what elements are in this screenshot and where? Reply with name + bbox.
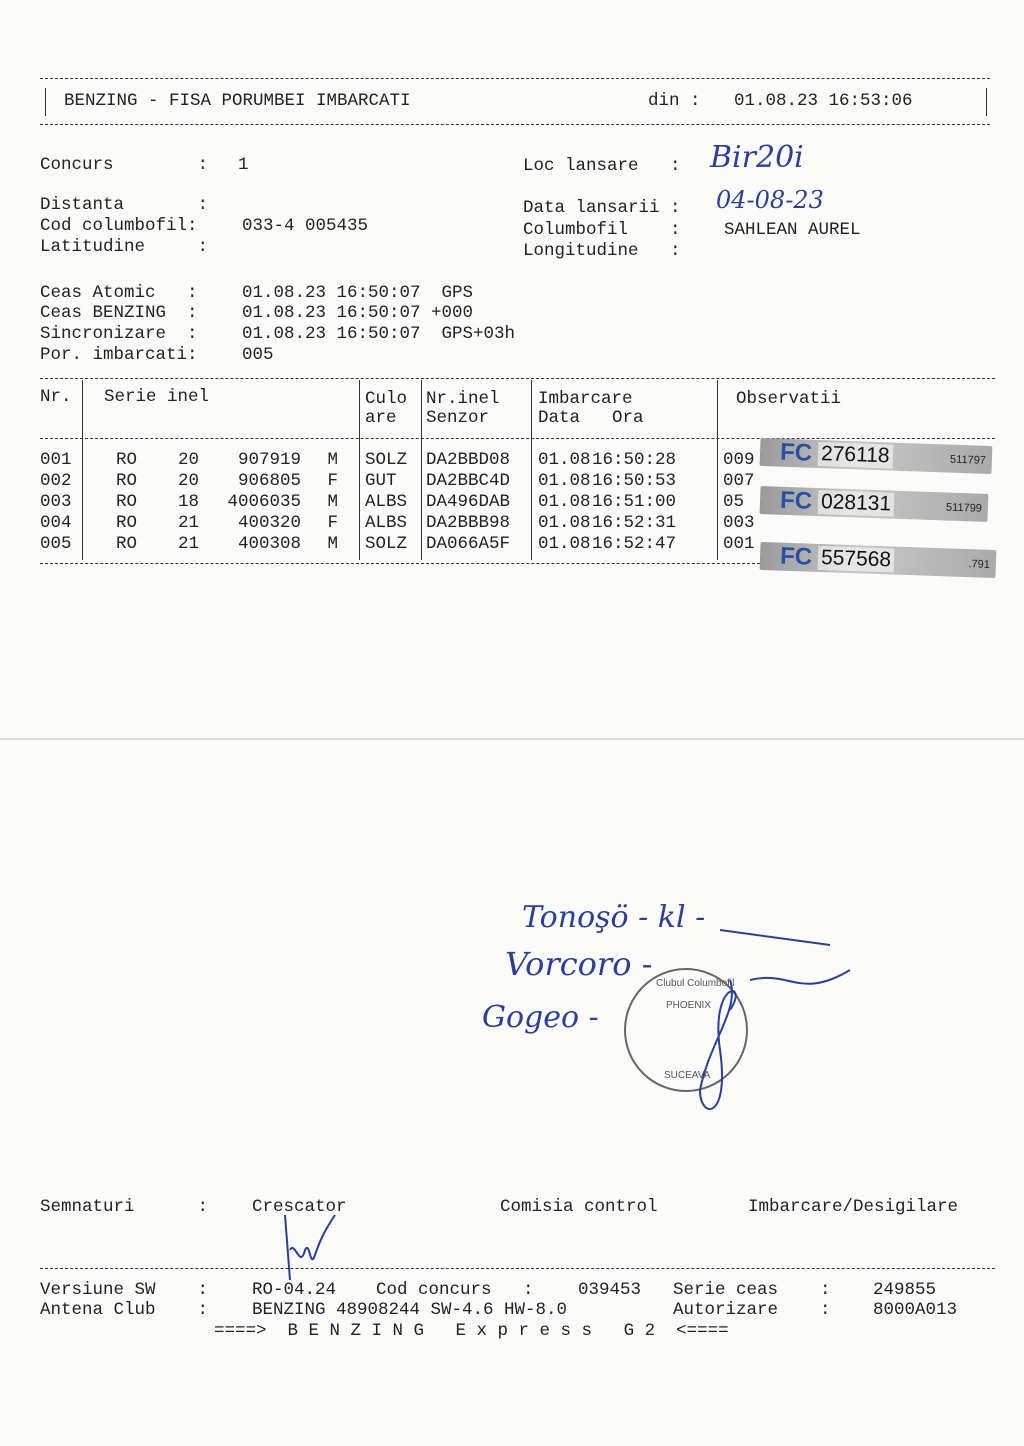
col-header-observatii: Observatii [736,389,842,409]
cell-country: RO [116,513,138,533]
cell-sensor: DA066A5F [426,534,511,554]
cell-year: 20 [178,450,200,470]
serie-ceas-label: Serie ceas : [673,1280,831,1300]
cell-nr: 002 [40,471,72,491]
col-header-serie-inel: Serie inel [104,387,210,407]
col-header-senzor: Senzor [426,408,490,428]
cell-time: 16:50:28 [592,450,677,470]
cell-color: ALBS [365,513,408,533]
cell-nr: 005 [40,534,72,554]
cell-ring: 906805 [237,471,301,491]
cell-country: RO [116,450,138,470]
cell-year: 20 [178,471,200,491]
cell-ring: 400320 [237,513,301,533]
sticker-prefix: FC [779,542,813,571]
col-header-nr: Nr. [40,387,72,407]
sincronizare-value: 01.08.23 16:50:07 GPS+03h [242,324,516,344]
sincronizare-label: Sincronizare : [40,324,198,344]
cell-color: ALBS [365,492,408,512]
footer-separator [40,1268,995,1269]
cell-time: 16:52:47 [592,534,677,554]
cod-concurs-label: Cod concurs : [376,1280,534,1300]
stamp-bottom-text: SUCEAVA [664,1070,711,1081]
din-label: din : [648,91,701,111]
col-separator [717,380,718,560]
benzing-banner: ====> B E N Z I N G E x p r e s s G 2 <==== [214,1321,729,1341]
cell-time: 16:50:53 [592,471,677,491]
col-separator [82,380,83,560]
cell-sex: M [327,534,338,554]
col-separator [421,380,422,560]
sticker-small-number: 511797 [949,453,987,467]
longitudine-label: Longitudine : [523,241,681,261]
cell-country: RO [116,534,138,554]
handwritten-line-2: Vorcoro - [505,945,653,983]
loc-lansare-label: Loc lansare : [523,156,681,176]
stamp-middle-text: PHOENIX [666,1000,712,1011]
handwritten-line-3: Gogeo - [482,1000,599,1035]
cell-nr: 003 [40,492,72,512]
versiune-sw-label: Versiune SW : [40,1280,209,1300]
col-header-nr-inel: Nr.inel [426,389,500,409]
table-header-separator [40,438,995,439]
table-border-top [40,378,995,379]
col-header-data: Data [538,408,581,428]
por-imbarcati-label: Por. imbarcati: [40,345,198,365]
cell-ring: 400308 [237,534,301,554]
document-title: BENZING - FISA PORUMBEI IMBARCATI [64,91,411,111]
cell-year: 21 [178,534,200,554]
table-border-bottom [40,563,760,564]
cell-date: 01.08 [538,471,591,491]
seal-sticker [760,438,993,474]
cell-sex: M [327,492,338,512]
cell-obs: 003 [723,513,755,533]
cell-sex: M [327,450,338,470]
handwritten-line-1: Tonoşö - kl - [522,900,706,935]
cell-nr: 001 [40,450,72,470]
ceas-benzing-value: 01.08.23 16:50:07 +000 [242,303,474,323]
header-border-left [45,88,46,116]
cell-date: 01.08 [538,513,591,533]
autorizare-value: 8000A013 [873,1300,958,1320]
cell-sensor: DA2BBD08 [426,450,511,470]
cell-year: 18 [178,492,200,512]
concurs-value: 1 [238,155,249,175]
ceas-benzing-label: Ceas BENZING : [40,303,198,323]
ceas-atomic-value: 01.08.23 16:50:07 GPS [242,283,474,303]
serie-ceas-value: 249855 [873,1280,937,1300]
data-lansarii-handwritten: 04-08-23 [716,186,824,214]
col-header-imbarcare: Imbarcare [538,389,633,409]
semnaturi-label: Semnaturi : [40,1197,209,1217]
cell-ring: 907919 [237,450,301,470]
cell-date: 01.08 [538,492,591,512]
cod-columbofil-label: Cod columbofil: [40,216,198,236]
cell-sensor: DA2BBB98 [426,513,511,533]
col-header-culoare-2: are [365,408,397,428]
sticker-number: 276118 [818,442,893,469]
latitudine-label: Latitudine : [40,237,209,257]
data-lansarii-label: Data lansarii : [523,198,681,218]
cell-nr: 004 [40,513,72,533]
cod-concurs-value: 039453 [578,1280,642,1300]
cell-country: RO [116,492,138,512]
col-header-culoare: Culo [365,389,408,409]
cell-obs: 009 [723,450,755,470]
col-separator [359,380,360,560]
imbarcare-desigilare-label: Imbarcare/Desigilare [748,1197,959,1217]
cell-sensor: DA2BBC4D [426,471,511,491]
fold-line [0,738,1024,740]
cell-sex: F [327,471,338,491]
sticker-prefix: FC [779,486,813,515]
crescator-signature [265,1210,345,1290]
cod-columbofil-value: 033-4 005435 [242,216,369,236]
loc-lansare-handwritten: Bir20i [710,140,804,175]
columbofil-value: SAHLEAN AUREL [724,220,861,240]
comisia-control-label: Comisia control [500,1197,658,1217]
sticker-prefix: FC [779,438,813,467]
antena-club-label: Antena Club : [40,1300,209,1320]
sticker-number: 028131 [818,490,895,517]
cell-color: GUT [365,471,397,491]
header-border-top [40,78,990,79]
cell-time: 16:51:00 [592,492,677,512]
seal-sticker [760,542,997,578]
autorizare-label: Autorizare : [673,1300,831,1320]
sticker-number: 557568 [818,546,895,573]
cell-color: SOLZ [365,450,408,470]
cell-obs: 05 [723,492,745,512]
cell-date: 01.08 [538,534,591,554]
handwritten-signature [600,920,880,1140]
cell-obs: 007 [723,471,755,491]
cell-sex: F [327,513,338,533]
cell-country: RO [116,471,138,491]
cell-sensor: DA496DAB [426,492,511,512]
distanta-label: Distanta : [40,195,209,215]
col-separator [531,380,532,560]
header-border-bottom [40,124,990,125]
din-value: 01.08.23 16:53:06 [734,91,913,111]
antena-club-value: BENZING 48908244 SW-4.6 HW-8.0 [252,1300,568,1320]
por-imbarcati-value: 005 [242,345,274,365]
cell-color: SOLZ [365,534,408,554]
cell-year: 21 [178,513,200,533]
ceas-atomic-label: Ceas Atomic : [40,283,198,303]
columbofil-label: Columbofil : [523,220,681,240]
cell-date: 01.08 [538,450,591,470]
col-header-ora: Ora [612,408,644,428]
sticker-small-number: .791 [968,558,991,571]
versiune-sw-value: RO-04.24 [252,1280,337,1300]
cell-time: 16:52:31 [592,513,677,533]
stamp-top-text: Clubul Columbofil [656,978,735,989]
cell-obs: 001 [723,534,755,554]
crescator-label: Crescator [252,1197,347,1217]
header-border-right [986,88,987,116]
sticker-small-number: 511799 [945,501,983,515]
cell-ring: 4006035 [227,492,301,512]
concurs-label: Concurs : [40,155,209,175]
seal-sticker [760,486,989,522]
